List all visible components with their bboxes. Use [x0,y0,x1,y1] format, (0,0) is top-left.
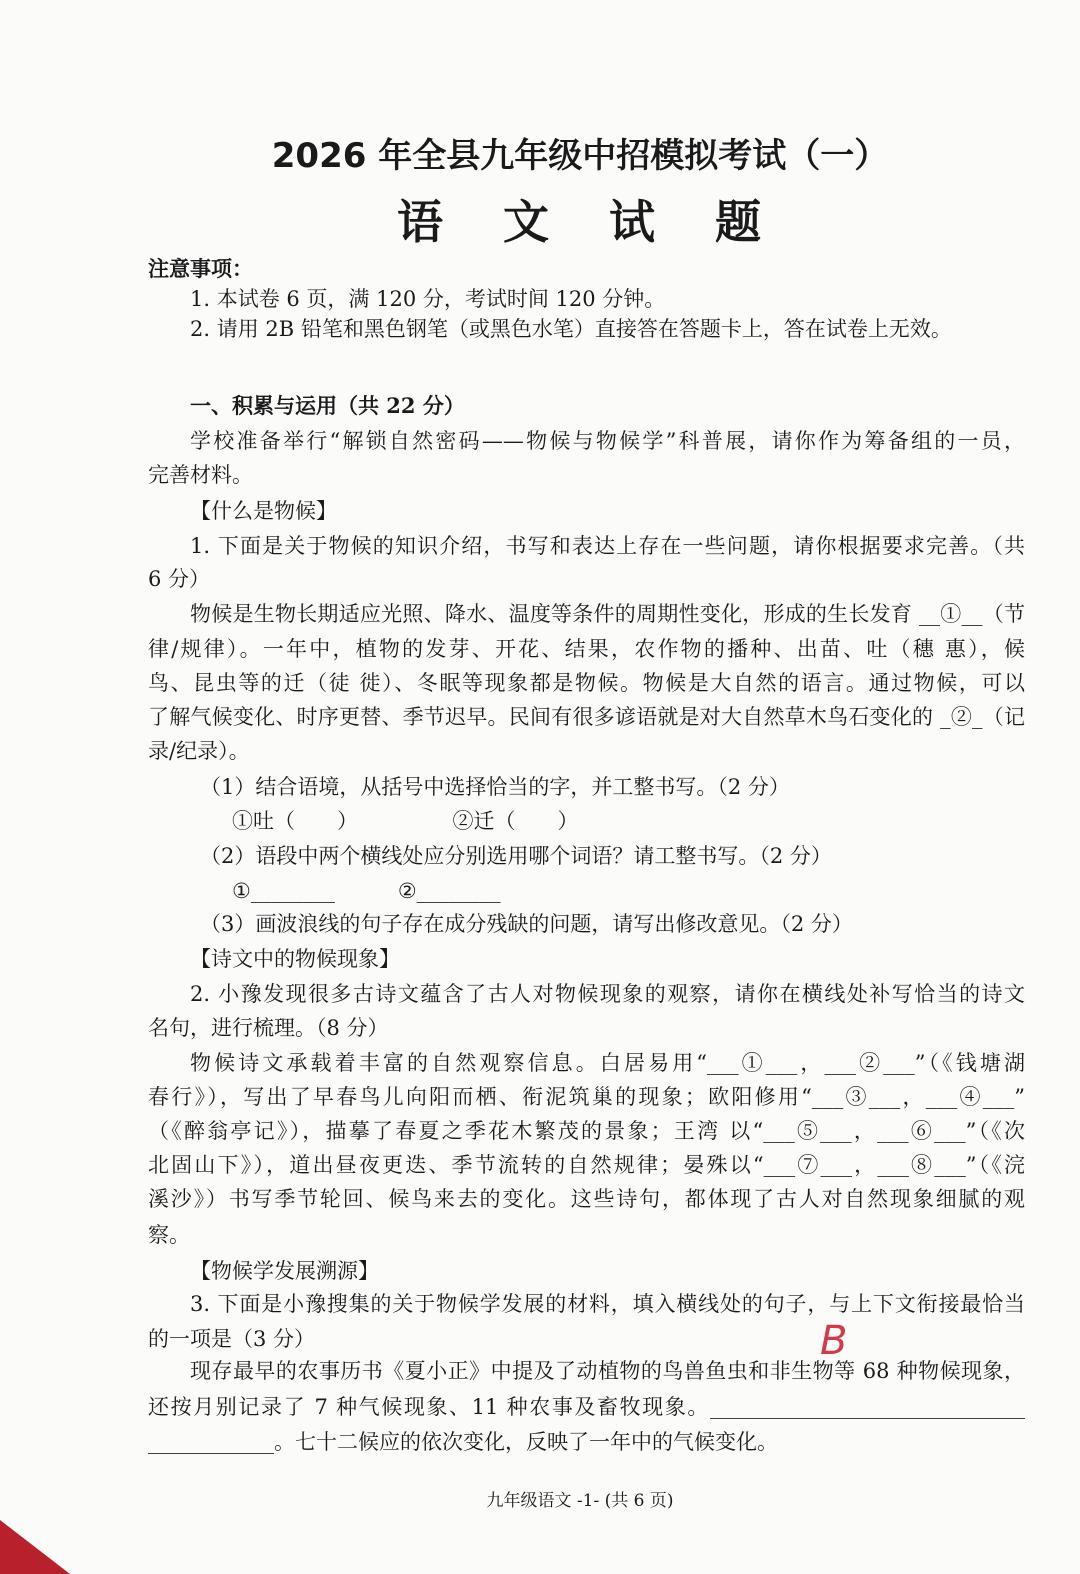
q1-paragraph: 了解气候变化、时序更替、季节迟早。民间有很多谚语就是对大自然草木鸟石变化的 _②_（记 [148,705,1025,729]
exam-title: 2026 年全县九年级中招模拟考试（一） [271,136,889,176]
part-heading: 【诗文中的物候现象】 [190,947,400,971]
q1-paragraph: 鸟、昆虫等的迁（徒 徙）、冬眠等现象都是物候。物候是大自然的语言。通过物候，可以 [148,671,1025,695]
q3-paragraph: ____________。七十二候应的依次变化，反映了一年中的气候变化。 [148,1430,778,1454]
q2-paragraph: 北固山下》），道出昼夜更迭、季节流转的自然规律；晏殊以“___⑦___，___⑧___”（《浣 [148,1153,1025,1177]
handwritten-answer: B [820,1318,848,1364]
part-heading: 【什么是物候】 [190,499,337,523]
note-item: 2. 请用 2B 铅笔和黑色钢笔（或黑色水笔）直接答在答题卡上，答在试卷上无效。 [190,317,952,341]
q1-paragraph: 录/纪录）。 [148,739,250,763]
section-heading: 一、积累与运用（共 22 分） [190,393,465,418]
page-footer: 九年级语文 -1- (共 6 页) [486,1491,674,1511]
q1-sub1: （1）结合语境，从括号中选择恰当的字，并工整书写。（2 分） [200,775,790,799]
note-item: 1. 本试卷 6 页，满 120 分，考试时间 120 分钟。 [190,287,666,311]
q3-paragraph: 现存最早的农事历书《夏小正》中提及了动植物的鸟兽鱼虫和非生物等 68 种物候现象， [190,1359,1025,1383]
intro-line: 完善材料。 [148,463,253,487]
q3-paragraph: 还按月别记录了 7 种气候现象、11 种农事及畜牧现象。______________________________ [148,1395,1025,1419]
question-1: 1. 下面是关于物候的知识介绍，书写和表达上存在一些问题，请你根据要求完善。（共 [190,534,1025,558]
notes-heading: 注意事项： [148,256,253,281]
question-2: 名句，进行梳理。（8 分） [148,1016,389,1040]
q2-paragraph: 春行》），写出了早春鸟儿向阳而栖、衔泥筑巢的现象；欧阳修用“___③___，___④___” [148,1085,1026,1109]
q2-paragraph: 察。 [148,1223,190,1247]
q2-paragraph: 溪沙》）书写季节轮回、候鸟来去的变化。这些诗句，都体现了古人对自然现象细腻的观 [148,1187,1025,1211]
question-3: 3. 下面是小豫搜集的关于物候学发展的材料，填入横线处的句子，与上下文衔接最恰当 [190,1292,1025,1316]
q1-sub1-blanks: ①吐（ ） ②迁（ ） [232,809,579,833]
subject-title: 语 文 试 题 [396,195,784,249]
q1-sub2-blanks: ①________ ②________ [232,879,501,903]
question-2: 2. 小豫发现很多古诗文蕴含了古人对物候现象的观察，请你在横线处补写恰当的诗文 [190,982,1025,1006]
q1-sub3: （3）画波浪线的句子存在成分残缺的问题，请写出修改意见。（2 分） [200,912,853,936]
intro-line: 学校准备举行“解锁自然密码——物候与物候学”科普展，请你作为筹备组的一员， [190,429,1025,453]
part-heading: 【物候学发展溯源】 [190,1259,379,1283]
question-1: 6 分） [148,567,211,591]
q1-paragraph: 律/规律）。一年中，植物的发芽、开花、结果，农作物的播种、出苗、吐（穗 惠），候 [148,637,1025,661]
q1-paragraph: 物候是生物长期适应光照、降水、温度等条件的周期性变化，形成的生长发育 __①__（节 [190,602,1025,626]
q2-paragraph: （《醉翁亭记》），描摹了春夏之季花木繁茂的景象；王湾 以“___⑤___，___⑥___”（《次 [148,1119,1025,1143]
red-corner-mark [0,1520,70,1574]
q2-paragraph: 物候诗文承载着丰富的自然观察信息。白居易用“___①___，___②___”（《钱塘湖 [190,1051,1025,1075]
q1-sub2: （2）语段中两个横线处应分别选用哪个词语？请工整书写。（2 分） [200,844,832,868]
question-3: 的一项是（3 分） [148,1327,316,1351]
